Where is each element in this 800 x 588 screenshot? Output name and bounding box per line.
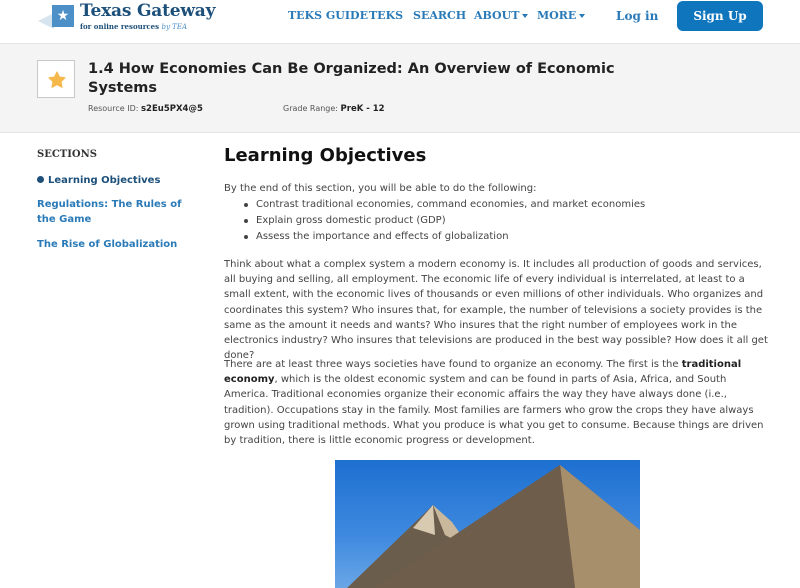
objective-item: Explain gross domestic product (GDP) [256,213,645,229]
nav-teks-guide[interactable]: TEKS GUIDE [288,9,368,22]
top-navigation-bar [0,0,800,44]
logo-subtitle-text: for online resources [80,22,160,31]
objectives-list [256,197,645,245]
sidebar-item-regulations[interactable]: Regulations: The Rules of the Game [37,199,182,225]
logo-title: Texas Gateway [80,1,216,21]
texas-gateway-logo[interactable] [38,3,228,33]
intro-text: By the end of this section, you will be able to do the following: [224,183,537,194]
paragraph-complex-system: Think about what a complex system a modern economy is. It includes all production of goods and services, all buying and selling, all employment. The economic life of every individual is interrelated, at least to a small extent, with the economic lives of thousands or even millions of other individuals. Who organizes and coordinates this system? Who insures that, for example, the number of televisions a society provides is the same as the amount it needs and wants? Who insures that the right number of employees work in the electronics industry? Who insures that televisions are produced in the best way possible? How does it all get done? [224,259,768,362]
paragraph-text: , which is the oldest economic system and can be found in parts of Asia, Africa, and South America. Traditional economies organize their economic affairs the way they have always done (i.e., tradition). Occupations stay in the family. Most families are farmers who grow the crops they have always grown using traditional methods. What you produce is what you get to consume. Because things are driven by tradition, there is little economic progress or development. [224,374,764,447]
grade-range [283,104,385,114]
chevron-down-icon [579,14,585,18]
grade-range-value: PreK - 12 [340,104,385,114]
signup-button[interactable]: Sign Up [677,1,763,31]
resource-id [88,104,203,114]
resource-id-label: Resource ID: [88,104,139,113]
nav-about[interactable] [474,9,528,22]
nav-about-label: ABOUT [474,9,520,22]
nav-more-label: MORE [537,9,577,22]
objective-item: Contrast traditional economies, command economies, and market economies [256,197,645,213]
paragraph-traditional-economy [224,357,769,448]
logo-subtitle [80,22,187,31]
login-link[interactable]: Log in [616,9,659,23]
star-icon: ★ [52,5,74,27]
grade-range-label: Grade Range: [283,104,338,113]
resource-banner [0,44,800,133]
sections-heading: SECTIONS [37,149,97,160]
paragraph-text: There are at least three ways societies have found to organize an economy. The first is the [224,359,682,370]
active-indicator-icon [37,176,44,183]
objective-item: Assess the importance and effects of globalization [256,229,645,245]
sidebar-item-globalization[interactable]: The Rise of Globalization [37,239,178,250]
section-heading: Learning Objectives [224,145,427,166]
favorite-button[interactable] [37,60,75,98]
nav-teks[interactable]: TEKS [369,9,404,22]
logo-by-tea: by TEA [161,23,187,31]
resource-title: 1.4 How Economies Can Be Organized: An Overview of Economic Systems [88,61,615,96]
star-icon [47,70,67,90]
pyramids-illustration [335,460,640,588]
sidebar-item-label: Learning Objectives [48,175,161,186]
nav-search[interactable]: SEARCH [413,9,467,22]
pyramids-image [335,460,640,588]
chevron-down-icon [522,14,528,18]
resource-id-value: s2Eu5PX4@5 [141,104,203,114]
sidebar-item-learning-objectives[interactable] [37,173,197,188]
traditional-economy-term: traditional economy [224,359,742,386]
nav-more[interactable] [537,9,585,22]
